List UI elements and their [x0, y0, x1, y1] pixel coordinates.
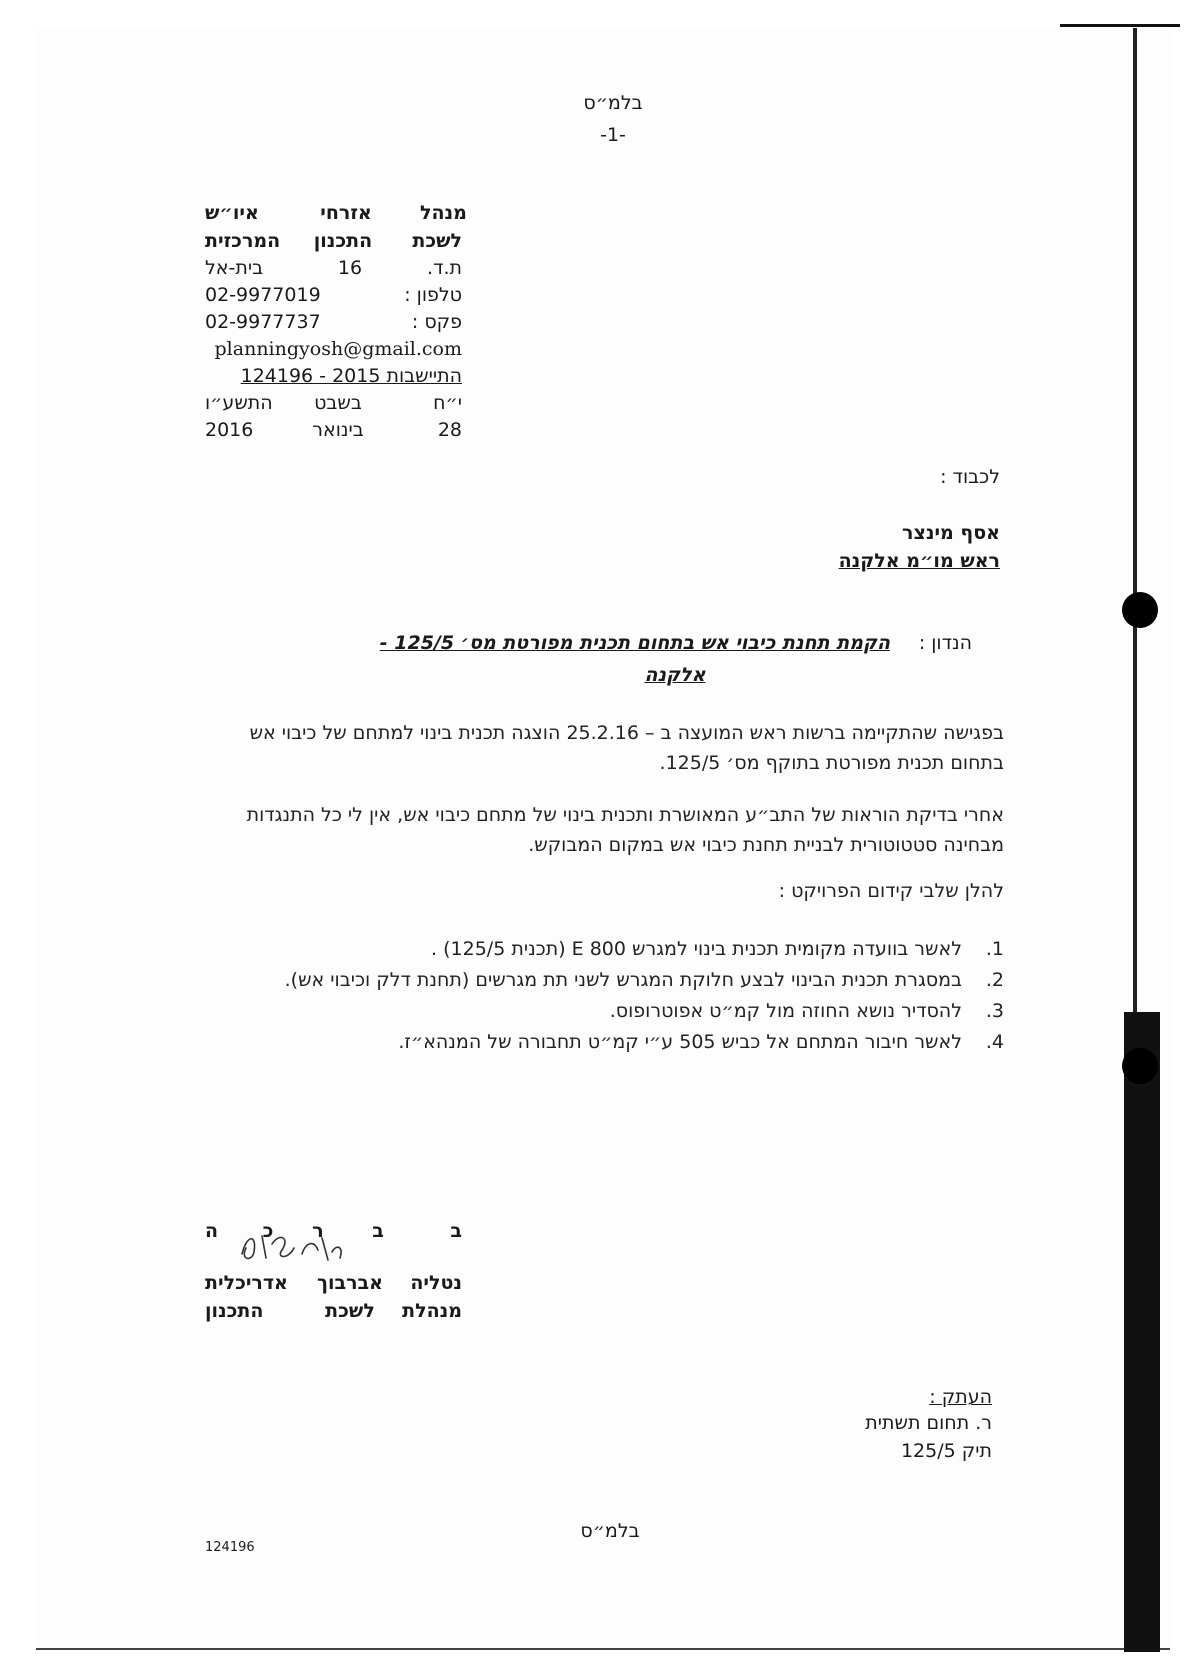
page-number: -1-	[600, 124, 626, 146]
signatory-role: התכנון	[205, 1300, 264, 1322]
list-item	[244, 996, 1004, 1027]
signatory-last-name: אברבוך	[317, 1272, 383, 1294]
hebrew-date-year: התשע״ו	[205, 392, 273, 414]
punch-hole	[1122, 1048, 1158, 1084]
sender-word: לשכת	[412, 230, 462, 252]
sig-letter: ב	[450, 1220, 462, 1242]
sig-letter: כ	[262, 1220, 274, 1242]
list-number: 4.	[985, 1031, 1004, 1053]
subject-line: הקמת תחנת כיבוי אש בתחום תכנית מפורטת מס׳ 125/5 -	[379, 632, 890, 654]
classification-footer: בלמ״ס	[580, 1520, 640, 1542]
hebrew-date-month: בשבט	[314, 392, 362, 414]
city: בית-אל	[205, 257, 264, 279]
list-text: לאשר חיבור המתחם אל כביש 505 ע״י קמ״ט תחבורה של המנהא״ז.	[398, 1031, 962, 1053]
list-item	[244, 965, 1004, 996]
scan-shadow	[1124, 1012, 1160, 1652]
paragraph: אחרי בדיקת הוראות של התב״ע המאושרת ותכנית בינוי של מתחם כיבוי אש, אין לי כל התנגדות מבחינה סטטוטורית לבניית תחנת כיבוי אש במקום המבוקש.	[246, 804, 1004, 856]
recipient-title: ראש מו״מ אלקנה	[838, 550, 1000, 572]
punch-hole	[1122, 592, 1158, 628]
sender-word: המרכזית	[205, 230, 281, 252]
po-box-label: ת.ד.	[427, 257, 462, 279]
sender-word: אזרחי	[320, 202, 372, 224]
sender-word: איו״ש	[205, 202, 259, 224]
hebrew-date-day: י״ח	[433, 392, 462, 414]
document-number: 124196	[205, 1540, 255, 1555]
sender-word: מנהל	[420, 202, 467, 224]
subject-label: הנדון :	[918, 632, 972, 654]
signatory-profession: אדריכלית	[205, 1272, 288, 1294]
list-text: להסדיר נושא החוזה מול קמ״ט אפוטרופוס.	[609, 1000, 962, 1022]
signatory-role: לשכת	[325, 1300, 375, 1322]
list-number: 3.	[985, 1000, 1004, 1022]
phone-number: 02-9977019	[205, 284, 321, 306]
copy-label: העתק :	[929, 1386, 992, 1408]
list-item	[244, 934, 1004, 965]
scan-edge	[1060, 24, 1180, 27]
steps-list	[244, 934, 1004, 1058]
date-year: 2016	[205, 419, 254, 441]
paragraph: בפגישה שהתקיימה ברשות ראש המועצה ב – 25.2.16 הוצגה תכנית בינוי למתחם של כיבוי אש בתחום תכנית מפורטת בתוקף מס׳ 125/5.	[249, 722, 1004, 774]
reference-number: התיישבות 2015 - 124196	[240, 365, 462, 387]
copy-recipient: תיק 125/5	[900, 1440, 992, 1462]
list-number: 1.	[985, 938, 1004, 960]
recipient-name: אסף מינצר	[902, 522, 1000, 544]
list-text: במסגרת תכנית הבינוי לבצע חלוקת המגרש לשני תת מגרשים (תחנת דלק וכיבוי אש).	[284, 969, 962, 991]
sig-letter: ה	[205, 1220, 219, 1242]
sender-word: התכנון	[313, 230, 373, 252]
list-text: לאשר בוועדה מקומית תכנית בינוי למגרש E 800 (תכנית 125/5) .	[431, 938, 962, 960]
list-number: 2.	[985, 969, 1004, 991]
sig-letter: ב	[372, 1220, 384, 1242]
copy-recipient: ר. תחום תשתית	[865, 1412, 992, 1434]
classification-header: בלמ״ס	[583, 92, 643, 114]
subject-line: אלקנה	[644, 664, 706, 686]
signatory-first-name: נטליה	[410, 1272, 462, 1294]
sig-letter: ר	[312, 1220, 324, 1242]
list-item	[244, 1027, 1004, 1058]
po-box-number: 16	[337, 257, 363, 279]
fax-label: פקס :	[411, 311, 462, 333]
fax-number: 02-9977737	[205, 311, 321, 333]
paragraph: להלן שלבי קידום הפרויקט :	[778, 880, 1004, 902]
email: planningyosh@gmail.com	[214, 338, 462, 360]
date-day: 28	[437, 419, 462, 441]
handwritten-signature	[232, 1224, 352, 1269]
signatory-role: מנהלת	[402, 1300, 462, 1322]
phone-label: טלפון :	[404, 284, 462, 306]
salutation: לכבוד :	[940, 466, 1000, 488]
date-month: בינואר	[312, 419, 364, 441]
